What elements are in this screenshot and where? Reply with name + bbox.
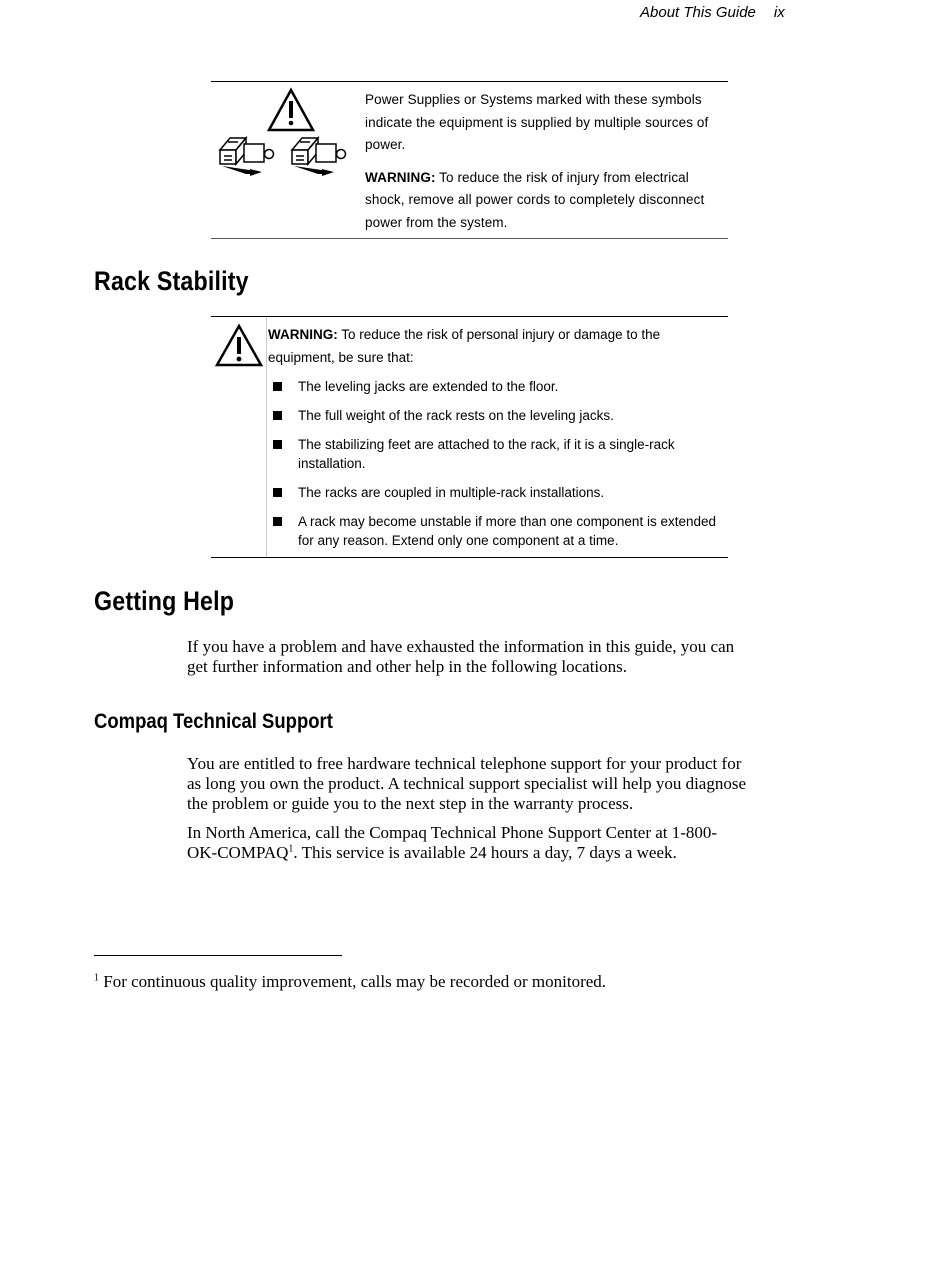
rack-stability-heading: Rack Stability [94, 266, 249, 296]
power-warning [365, 167, 727, 235]
power-sources-notice [211, 81, 728, 239]
tech-support-heading: Compaq Technical Support [94, 710, 333, 733]
list-item: The full weight of the rack rests on the leveling jacks. [273, 406, 728, 425]
list-item: The racks are coupled in multiple-rack installations. [273, 483, 728, 502]
list-item: A rack may become unstable if more than one component is extended for any reason. Extend only one component at a time. [273, 512, 728, 550]
warning-label: WARNING: [268, 327, 338, 342]
column-divider [266, 317, 267, 557]
rack-checklist [273, 377, 728, 560]
footnote-divider [94, 955, 342, 956]
rack-warning-body: To reduce the risk of personal injury or damage to the equipment, be sure that: [268, 327, 661, 365]
warning-triangle-icon [215, 323, 263, 367]
list-item: The leveling jacks are extended to the floor. [273, 377, 728, 396]
running-header [640, 4, 785, 21]
tech-support-para2: In North America, call the Compaq Technical Phone Support Center at 1-800-OK-COMPAQ$^1$. This service is available 24 hours a day, 7 days a week. [187, 823, 718, 862]
tech-support-para1: You are entitled to free hardware technical telephone support for your product for as long you own the product. A technical support specialist will help you diagnose the problem or guide you to the next step in the warranty process. [187, 754, 747, 813]
multiple-power-sources-icon [216, 86, 358, 176]
rack-stability-warning [211, 316, 728, 558]
getting-help-intro: If you have a problem and have exhausted the information in this guide, you can get further information and other help in the following locations. [187, 637, 735, 676]
bullet-icon [273, 382, 282, 391]
bullet-icon [273, 517, 282, 526]
list-item: The stabilizing feet are attached to the rack, if it is a single-rack installation. [273, 435, 728, 473]
power-warning-text: To reduce the risk of injury from electrical shock, remove all power cords to completely disconnect power from the system. [365, 169, 705, 230]
rack-warning-text [268, 323, 728, 369]
footnote-marker: 1 [94, 972, 99, 984]
bullet-icon [273, 488, 282, 497]
getting-help-heading: Getting Help [94, 586, 235, 616]
footnote-text: For continuous quality improvement, calls may be recorded or monitored. [99, 972, 607, 991]
bullet-icon [273, 440, 282, 449]
header-title: About This Guide [640, 4, 756, 21]
footnote [94, 972, 606, 992]
footnote-ref[interactable]: 1 [288, 843, 294, 855]
tech-support-body [187, 754, 747, 863]
power-notice-text [365, 89, 727, 244]
page-number: ix [773, 4, 785, 21]
warning-label: WARNING: [365, 169, 436, 185]
power-notice-description: Power Supplies or Systems marked with these symbols indicate the equipment is supplied by multiple sources of power. [365, 92, 709, 152]
bullet-icon [273, 411, 282, 420]
